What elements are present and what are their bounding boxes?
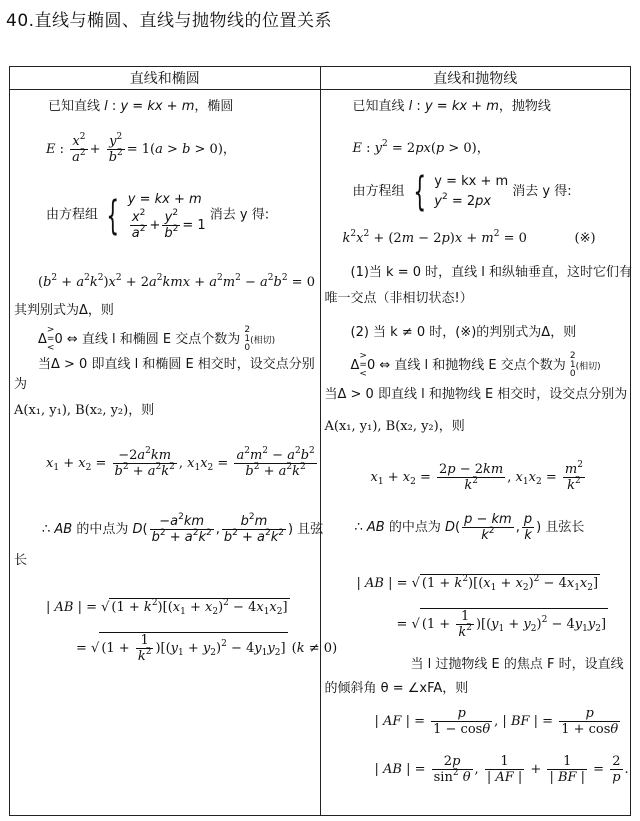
- right-focus-text: 当 l 过抛物线 E 的焦点 F 时，设直线: [410, 657, 624, 672]
- right-chord-length-2: = √ (1 + $\frac{1}{k^2}$ )$[(y_1 + y_2)^2 - 4y_1y_2]$: [396, 609, 607, 640]
- left-ellipse-eq: E : $\frac{x^2}{a^2}$ + $\frac{y^2}{b^2}$ = 1(a > b > 0)，: [46, 132, 236, 165]
- left-chord-label: 长: [14, 553, 28, 568]
- left-intersect-text: 当Δ > 0 即直线 l 和椭圆 E 相交时，设交点分别: [38, 357, 315, 372]
- right-case-1b: 唯一交点（非相切状态!）: [324, 291, 473, 306]
- left-intersect-text-2: 为: [14, 377, 28, 392]
- right-points: A(x₁, y₁), B(x₂, y₂)，则: [324, 419, 465, 434]
- comparison-table: [9, 66, 631, 816]
- left-chord-length-1: | AB | = √ $(1 + k^2)[(x_1 + x_2)^2 - 4x_1x_2]$: [46, 598, 288, 617]
- right-angle-text: 的倾斜角 θ = ∠xFA，则: [324, 681, 469, 696]
- left-system: 由方程组 { y = kx + m $\frac{x^2}{a^2}$ + $\frac{y^2}{b^2}$ = 1 消去 y 得:: [46, 192, 270, 241]
- right-mark: (※): [574, 231, 596, 246]
- right-header: 直线和抛物线: [320, 67, 631, 90]
- right-intersections: Δ> = <0 ⇔ 直线 l 和抛物线 E 交点个数为 2 1 0(相切): [350, 351, 601, 379]
- left-midpoint: ∴ AB 的中点为 D( $\frac{-a^2km}{b^2 + a^2k^2}$ , $\frac{b^2m}{b^2 + a^2k^2}$ ) 且弦: [42, 512, 324, 545]
- right-intersect-text: 当Δ > 0 即直线 l 和抛物线 E 相交时，设交点分别为: [324, 387, 628, 402]
- right-focal-chord: | AB | = $\frac{2p}{\sin^2 \theta}$ , $\frac{1}{| AF |}$ + $\frac{1}{| BF |}$ = $\frac{2}{p}$ .: [374, 754, 629, 785]
- right-case-1: (1)当 k = 0 时，直线 l 和纵轴垂直，这时它们有: [350, 265, 633, 280]
- left-discriminant: 其判别式为Δ，则: [14, 303, 114, 318]
- right-case-2: (2) 当 k ≠ 0 时，(※)的判别式为Δ，则: [350, 325, 577, 340]
- right-vieta: $x_1 + x_2$ = $\frac{2p - 2km}{k^2}$ , $x_1x_2$ = $\frac{m^2}{k^2}$: [370, 460, 583, 493]
- right-parabola-eq: E : $y^2 = 2px(p > 0)$，: [352, 139, 490, 156]
- right-quadratic: $k^2x^2 + (2m - 2p)x + m^2 = 0$: [342, 229, 527, 246]
- page-title: 40.直线与椭圆、直线与抛物线的位置关系: [6, 11, 333, 31]
- left-vieta: $x_1 + x_2$ = $\frac{-2a^2km}{b^2 + a^2k^2}$ , $x_1x_2$ = $\frac{a^2m^2 - a^2b^2}{b^2 + a^2k^2}$: [46, 446, 315, 479]
- right-line-1: 已知直线 l : y = kx + m，抛物线: [352, 99, 551, 114]
- left-chord-length-2: = √ (1 + $\frac{1}{k^2}$ )$[(y_1 + y_2)^2 - 4y_1y_2] (k \ne 0)$: [76, 633, 338, 664]
- right-cell: [320, 90, 631, 816]
- right-system: 由方程组 { y = kx + m $y^2 = 2px$ 消去 y 得:: [352, 169, 572, 215]
- left-points: A(x₁, y₁), B(x₂, y₂)，则: [14, 403, 155, 418]
- left-line-1: 已知直线 l : y = kx + m，椭圆: [48, 99, 234, 114]
- left-quadratic: $(b^2 + a^2k^2)x^2 + 2a^2kmx + a^2m^2 - a^2b^2 = 0$: [38, 273, 315, 290]
- left-intersections: Δ> = <0 ⇔ 直线 l 和椭圆 E 交点个数为 2 1 0(相切): [38, 325, 276, 353]
- left-cell: [10, 90, 338, 816]
- right-focal-radii: | AF | = $\frac{p}{1 - \cos\theta}$ , | BF | = $\frac{p}{1 + \cos\theta}$: [374, 706, 619, 737]
- left-header: 直线和椭圆: [10, 67, 321, 90]
- right-chord-length-1: | AB | = √ $(1 + k^2)[(x_1 + x_2)^2 - 4x_1x_2]$: [356, 574, 599, 593]
- right-midpoint: ∴ AB 的中点为 D( $\frac{p - km}{k^2}$ , $\frac{p}{k}$ ) 且弦长: [354, 512, 585, 543]
